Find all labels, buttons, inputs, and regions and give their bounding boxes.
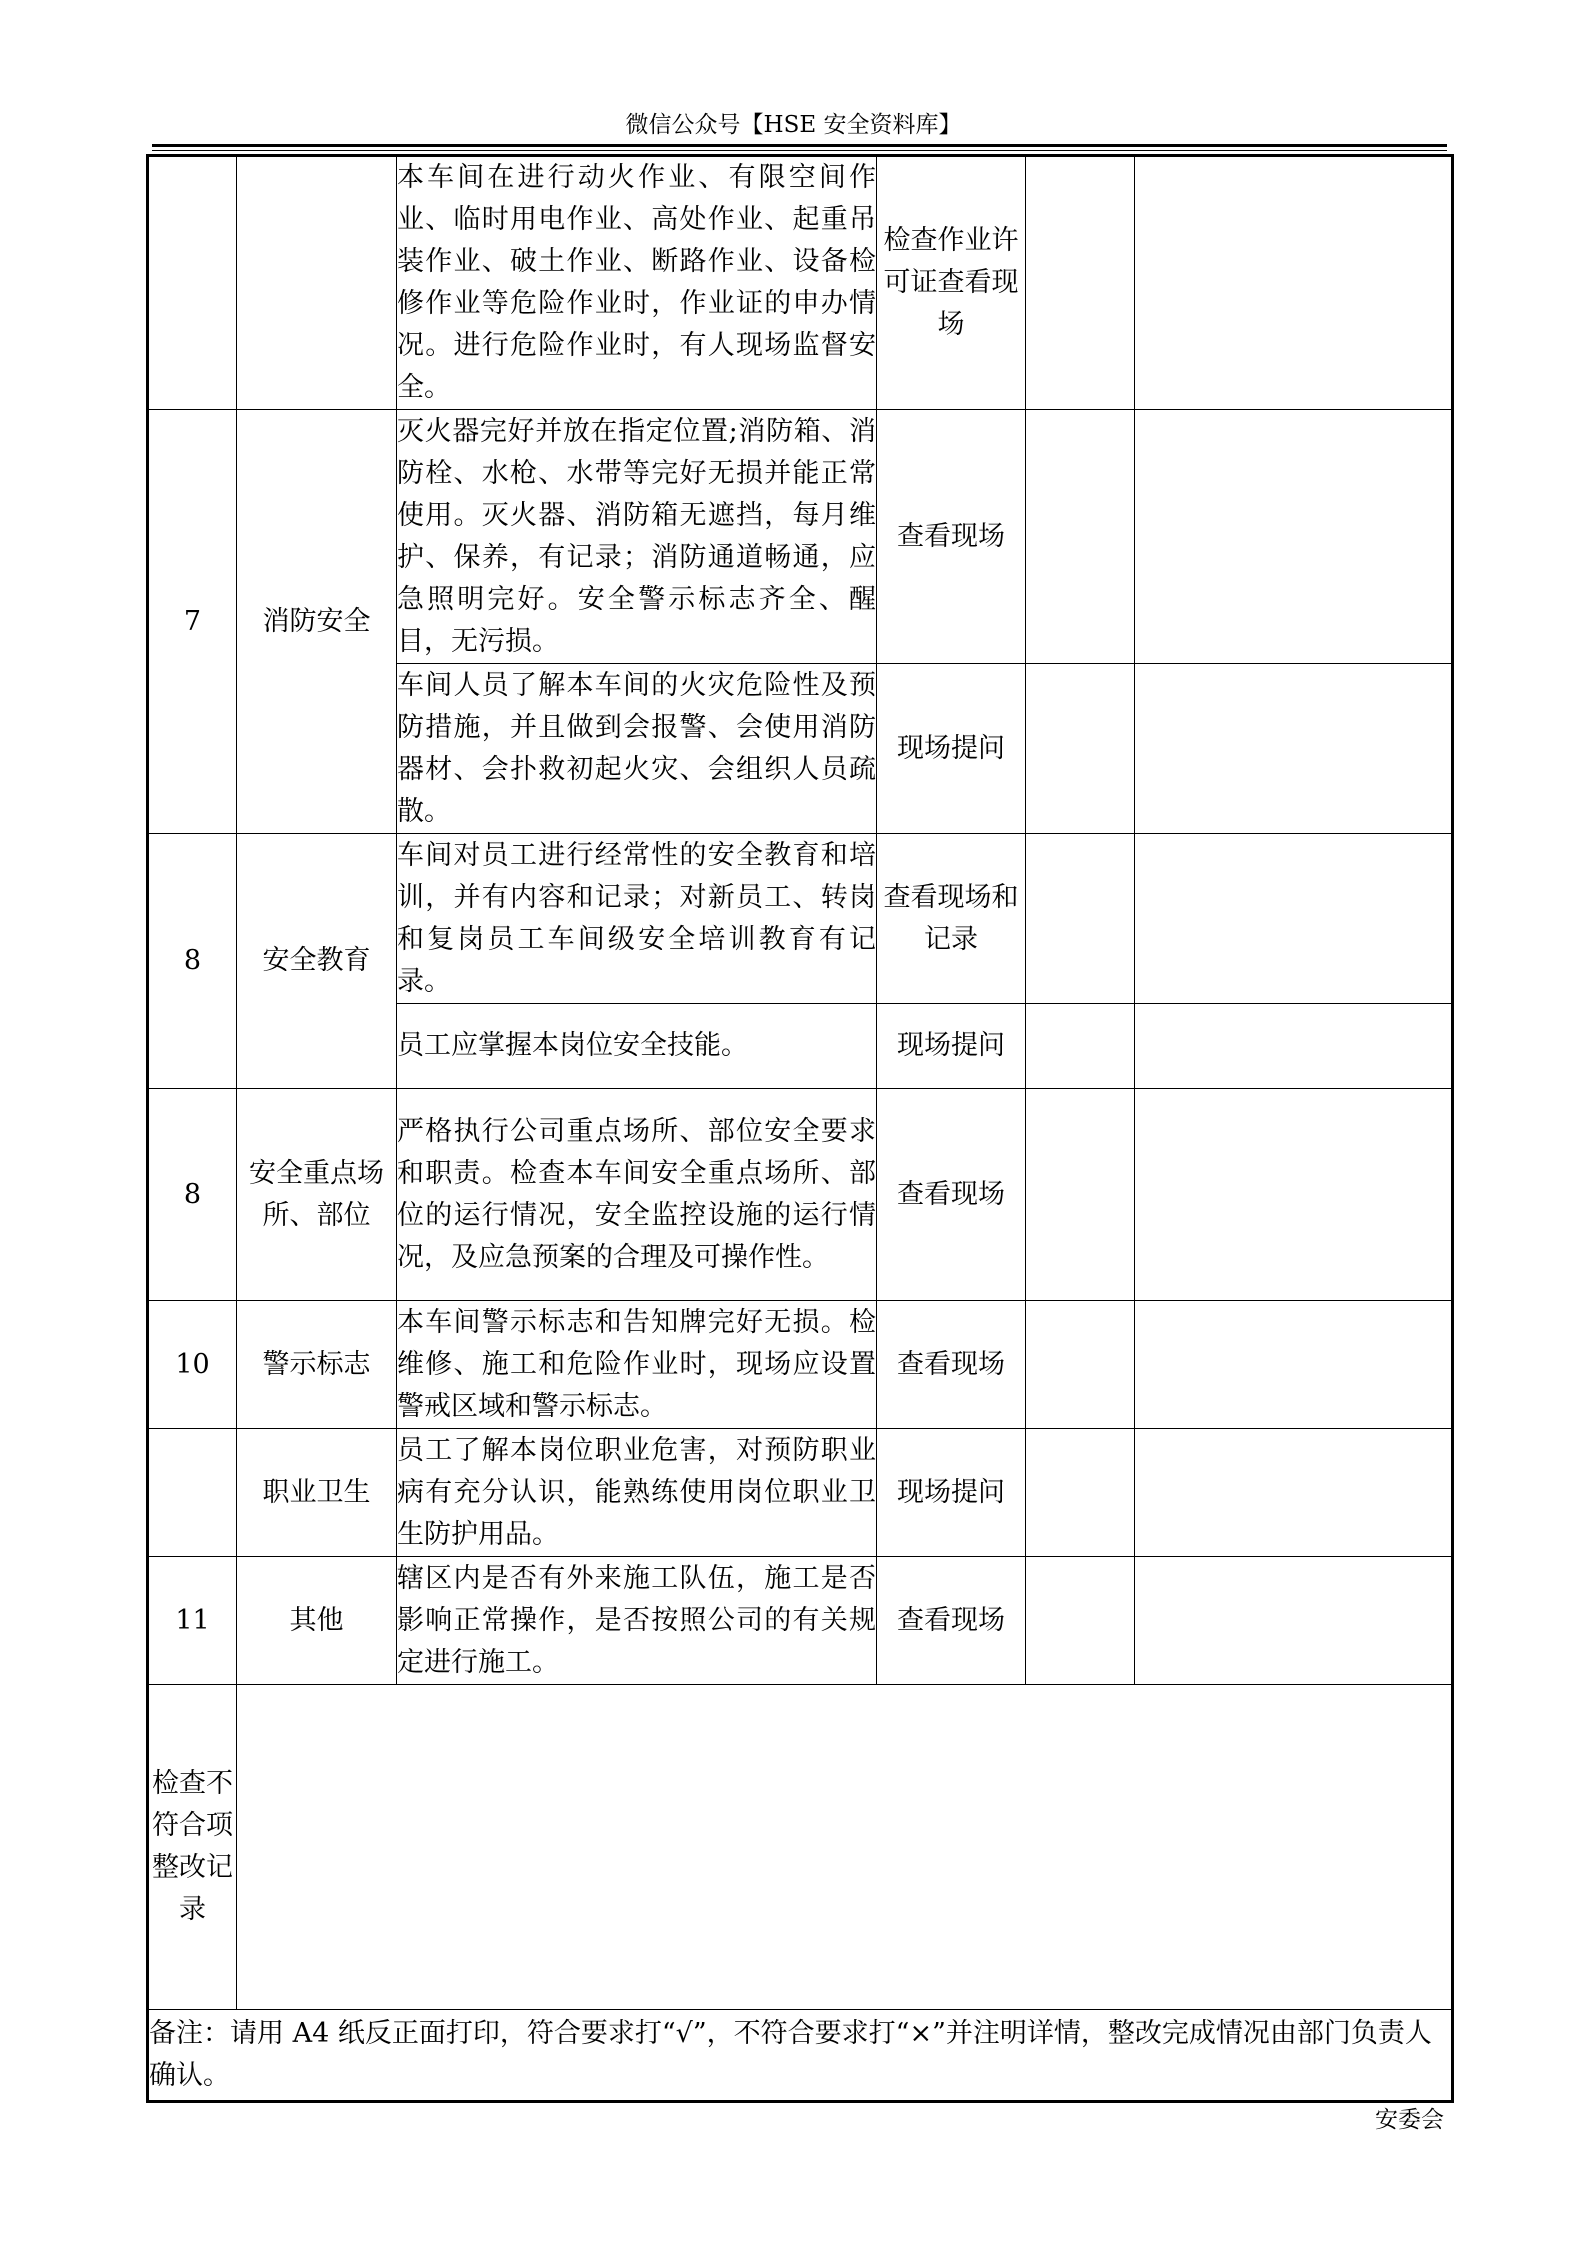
remark-cell[interactable] [1135,1004,1453,1089]
remark-cell[interactable] [1135,664,1453,834]
inspection-content: 员工了解本岗位职业危害，对预防职业病有充分认识，能熟练使用岗位职业卫生防护用品。 [397,1429,877,1557]
inspection-content: 员工应掌握本岗位安全技能。 [397,1004,877,1089]
inspection-method: 现场提问 [877,1429,1026,1557]
row-number [148,1429,237,1557]
result-cell[interactable] [1026,1557,1135,1685]
header-rule-thin [152,150,1447,151]
table-row [148,410,1453,664]
row-number: 8 [148,834,237,1089]
result-cell[interactable] [1026,156,1135,410]
inspection-method: 查看现场 [877,1557,1026,1685]
inspection-method: 查看现场 [877,1301,1026,1429]
table-row [148,1089,1453,1301]
inspection-content: 辖区内是否有外来施工队伍，施工是否影响正常操作，是否按照公司的有关规定进行施工。 [397,1557,877,1685]
inspection-item: 消防安全 [237,410,397,834]
rectification-label: 检查不符合项整改记录 [148,1685,237,2010]
inspection-item: 职业卫生 [237,1429,397,1557]
inspection-item: 安全教育 [237,834,397,1089]
result-cell[interactable] [1026,410,1135,664]
inspection-item [237,156,397,410]
inspection-method: 查看现场和记录 [877,834,1026,1004]
row-number: 11 [148,1557,237,1685]
row-number: 7 [148,410,237,834]
inspection-method: 现场提问 [877,1004,1026,1089]
inspection-content: 灭火器完好并放在指定位置;消防箱、消防栓、水枪、水带等完好无损并能正常使用。灭火器、消防箱无遮挡，每月维护、保养，有记录；消防通道畅通，应急照明完好。安全警示标志齐全、醒目，无污损。 [397,410,877,664]
inspection-method: 检查作业许可证查看现场 [877,156,1026,410]
remark-cell[interactable] [1135,1557,1453,1685]
note-row [148,2010,1453,2102]
row-number: 8 [148,1089,237,1301]
inspection-item: 其他 [237,1557,397,1685]
result-cell[interactable] [1026,1429,1135,1557]
result-cell[interactable] [1026,664,1135,834]
inspection-content: 车间对员工进行经常性的安全教育和培训，并有内容和记录；对新员工、转岗和复岗员工车间级安全培训教育有记录。 [397,834,877,1004]
header-rule-thick [152,144,1447,147]
remark-cell[interactable] [1135,156,1453,410]
result-cell[interactable] [1026,1089,1135,1301]
remark-cell[interactable] [1135,834,1453,1004]
note-text: 备注：请用 A4 纸反正面打印，符合要求打“√”，不符合要求打“×”并注明详情，整改完成情况由部门负责人确认。 [148,2010,1453,2102]
inspection-item: 安全重点场所、部位 [237,1089,397,1301]
remark-cell[interactable] [1135,410,1453,664]
row-number [148,156,237,410]
remark-cell[interactable] [1135,1301,1453,1429]
row-number: 10 [148,1301,237,1429]
inspection-method: 查看现场 [877,410,1026,664]
table-row [148,156,1453,410]
result-cell[interactable] [1026,834,1135,1004]
table-row [148,1557,1453,1685]
rectification-row [148,1685,1453,2010]
remark-cell[interactable] [1135,1089,1453,1301]
inspection-method: 现场提问 [877,664,1026,834]
footer-committee: 安委会 [1375,2107,1444,2133]
table-row [148,1429,1453,1557]
inspection-content: 本车间警示标志和告知牌完好无损。检维修、施工和危险作业时，现场应设置警戒区域和警示标志。 [397,1301,877,1429]
table-row [148,1301,1453,1429]
page-header: 微信公众号【HSE 安全资料库】 [625,112,962,138]
inspection-content: 本车间在进行动火作业、有限空间作业、临时用电作业、高处作业、起重吊装作业、破土作业、断路作业、设备检修作业等危险作业时，作业证的申办情况。进行危险作业时，有人现场监督安全。 [397,156,877,410]
inspection-item: 警示标志 [237,1301,397,1429]
inspection-method: 查看现场 [877,1089,1026,1301]
remark-cell[interactable] [1135,1429,1453,1557]
result-cell[interactable] [1026,1004,1135,1089]
rectification-record-field[interactable] [237,1685,1453,2010]
inspection-table [146,154,1454,2103]
result-cell[interactable] [1026,1301,1135,1429]
inspection-content: 严格执行公司重点场所、部位安全要求和职责。检查本车间安全重点场所、部位的运行情况，安全监控设施的运行情况，及应急预案的合理及可操作性。 [397,1089,877,1301]
table-row [148,834,1453,1004]
inspection-content: 车间人员了解本车间的火灾危险性及预防措施，并且做到会报警、会使用消防器材、会扑救初起火灾、会组织人员疏散。 [397,664,877,834]
